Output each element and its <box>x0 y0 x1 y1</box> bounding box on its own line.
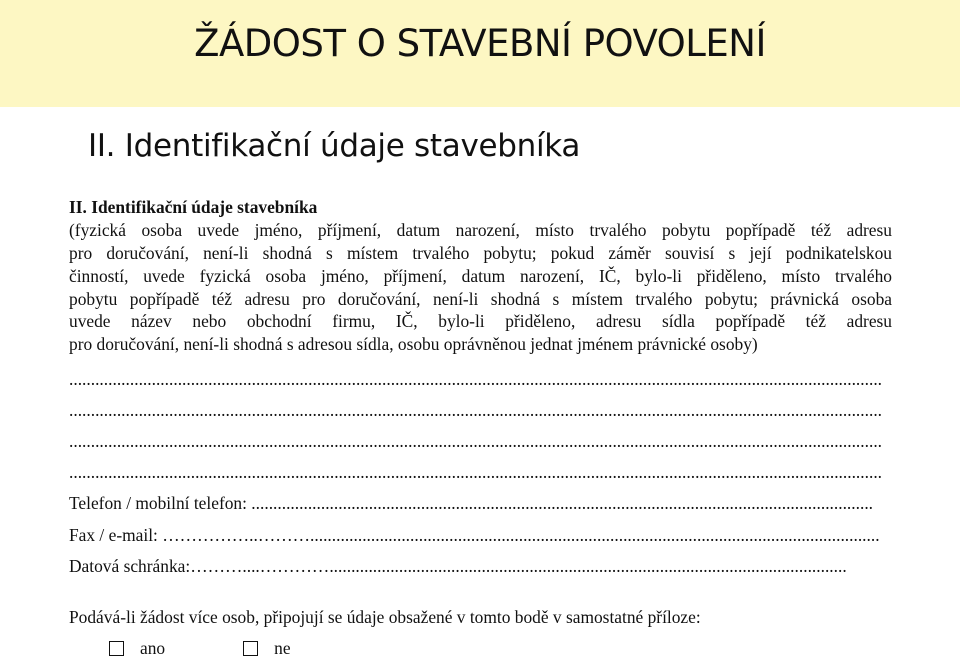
no-label: ne <box>274 637 291 658</box>
attachment-options-row <box>109 637 369 659</box>
paragraph-line: pobytu popřípadě též adresu pro doručování, není-li shodná s místem trvalého pobytu; právnická osoba <box>69 289 892 309</box>
document-title: II. Identifikační údaje stavebníka <box>69 197 318 217</box>
fill-in-line[interactable]: ........................................................................................................................................................................................... <box>69 462 883 482</box>
yes-checkbox[interactable] <box>109 641 124 656</box>
fill-in-line[interactable]: ........................................................................................................................................................................................... <box>69 431 883 451</box>
paragraph-line: činností, uvede fyzická osoba jméno, příjmení, datum narození, IČ, bylo-li přiděleno, místo trvalého <box>69 266 892 286</box>
fill-in-line[interactable]: ........................................................................................................................................................................................... <box>69 369 883 389</box>
fax-email-field[interactable]: Fax / e-mail: ……………..………................................................................................................................................... <box>69 525 880 545</box>
data-box-field[interactable]: Datová schránka:………....…………....................................................................................................................... <box>69 556 847 576</box>
title-banner <box>0 0 960 107</box>
section-heading: II. Identifikační údaje stavebníka <box>88 128 581 164</box>
fill-in-line[interactable]: ........................................................................................................................................................................................... <box>69 400 883 420</box>
phone-field[interactable]: Telefon / mobilní telefon: ............................................................................................................................................... <box>69 493 874 513</box>
multiple-persons-note: Podává-li žádost více osob, připojují se údaje obsažené v tomto bodě v samostatné příloze: <box>69 607 701 627</box>
paragraph-line: pro doručování, není-li shodná s adresou sídla, osobu oprávněnou jednat jménem právnické osoby) <box>69 334 758 354</box>
attachment-options <box>69 637 892 659</box>
paragraph-line: (fyzická osoba uvede jméno, příjmení, datum narození, místo trvalého pobytu popřípadě též adresu <box>69 220 892 240</box>
yes-label: ano <box>140 637 166 658</box>
paragraph-line: pro doručování, není-li shodná s místem trvalého pobytu; pokud záměr souvisí s její podnikatelskou <box>69 243 892 263</box>
paragraph-line: uvede název nebo obchodní firmu, IČ, bylo-li přiděleno, adresu sídla popřípadě též adresu <box>69 311 892 331</box>
no-checkbox[interactable] <box>243 641 258 656</box>
page-title: ŽÁDOST O STAVEBNÍ POVOLENÍ <box>194 22 766 65</box>
